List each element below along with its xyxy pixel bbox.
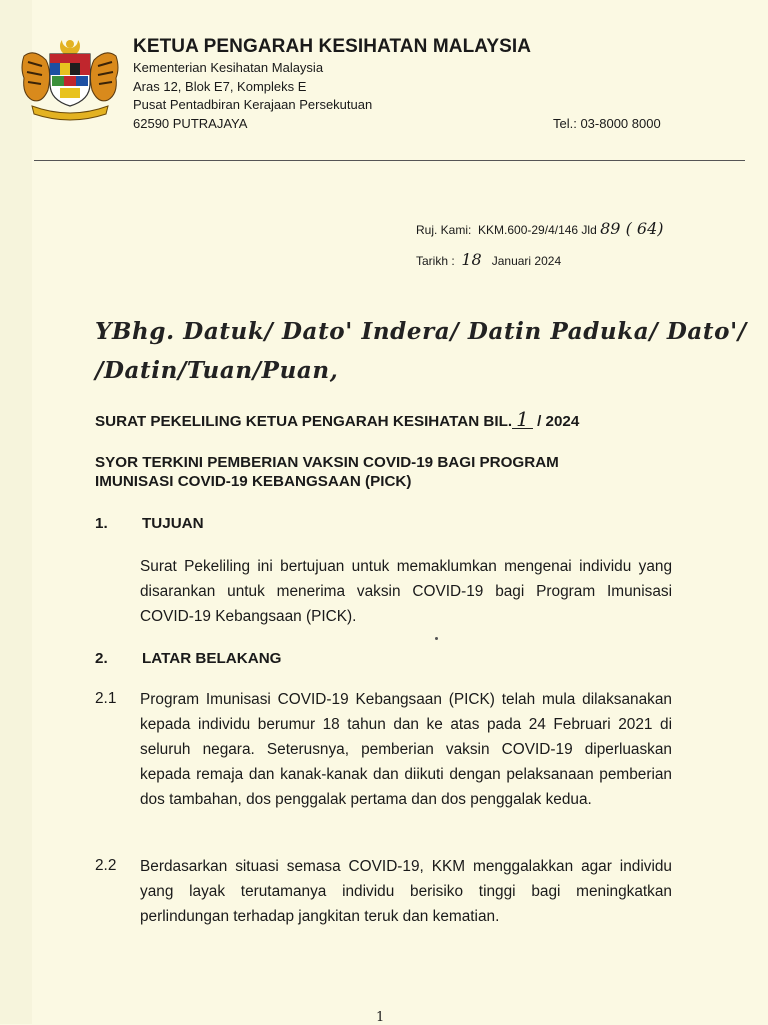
section-2-number: 2. — [95, 650, 108, 667]
salutation-line-1: YBhg. Datuk/ Dato' Indera/ Datin Paduka/ Dato'/ — [95, 318, 747, 345]
paragraph-2-2-number: 2.2 — [95, 857, 117, 874]
address-line-1: Aras 12, Blok E7, Kompleks E — [133, 79, 307, 94]
scan-edge — [0, 0, 32, 1024]
reference-label: Ruj. Kami: — [416, 223, 472, 237]
page-number: 1 — [376, 1010, 385, 1025]
circular-number: 1 — [512, 410, 533, 429]
paragraph-2-1-number: 2.1 — [95, 690, 117, 707]
scan-speck — [435, 637, 438, 640]
circular-title-prefix: SURAT PEKELILING KETUA PENGARAH KESIHATAN BIL. — [95, 413, 513, 430]
section-1-number: 1. — [95, 515, 108, 532]
subject-line-2: IMUNISASI COVID-19 KEBANGSAAN (PICK) — [95, 473, 412, 490]
reference-value: KKM.600-29/4/146 Jld — [478, 223, 597, 237]
section-1-text: Surat Pekeliling ini bertujuan untuk memaklumkan mengenai individu yang disarankan untuk menerima vaksin COVID-19 bagi Program Imunisasi COVID-19 Kebangsaan (PICK). — [140, 558, 672, 625]
address-line-2: Pusat Pentadbiran Kerajaan Persekutuan — [133, 97, 373, 112]
telephone-number: Tel.: 03-8000 8000 — [553, 116, 661, 131]
section-1-title: TUJUAN — [142, 515, 204, 532]
reference-number — [416, 219, 664, 238]
date-label: Tarikh : — [416, 254, 455, 268]
section-2-title: LATAR BELAKANG — [142, 650, 282, 667]
letterhead-title: KETUA PENGARAH KESIHATAN MALAYSIA — [133, 36, 532, 57]
coat-of-arms-icon — [18, 36, 122, 124]
address-line-3: 62590 PUTRAJAYA — [133, 116, 248, 131]
paragraph-2-1-text: Program Imunisasi COVID-19 Kebangsaan (PICK) telah mula dilaksanakan kepada individu berumur 18 tahun dan ke atas pada 24 Februari 2021 di seluruh negara. Seterusnya, pemberian vaksin COVID-19 diperluaskan kepada remaja dan kanak-kanak dan diikuti dengan pelaksanaan pemberian dos tambahan, dos penggalak pertama dan dos penggalak kedua. — [140, 691, 672, 808]
date-day-handwritten: 18 — [461, 250, 482, 269]
reference-handwritten: 89 ( 64) — [600, 219, 664, 238]
circular-title — [95, 407, 580, 431]
subject-line-1: SYOR TERKINI PEMBERIAN VAKSIN COVID-19 BAGI PROGRAM — [95, 454, 559, 471]
date-month-year: Januari 2024 — [491, 254, 562, 268]
salutation-line-2: /Datin/Tuan/Puan, — [95, 357, 339, 384]
paragraph-2-2-text: Berdasarkan situasi semasa COVID-19, KKM menggalakkan agar individu yang layak terutamanya individu berisiko tinggi bagi meningkatkan perlindungan terhadap jangkitan teruk dan kematian. — [140, 858, 672, 925]
header-divider — [34, 160, 745, 161]
letter-date — [416, 250, 561, 269]
ministry-name: Kementerian Kesihatan Malaysia — [133, 60, 324, 75]
circular-year: / 2024 — [537, 413, 580, 430]
